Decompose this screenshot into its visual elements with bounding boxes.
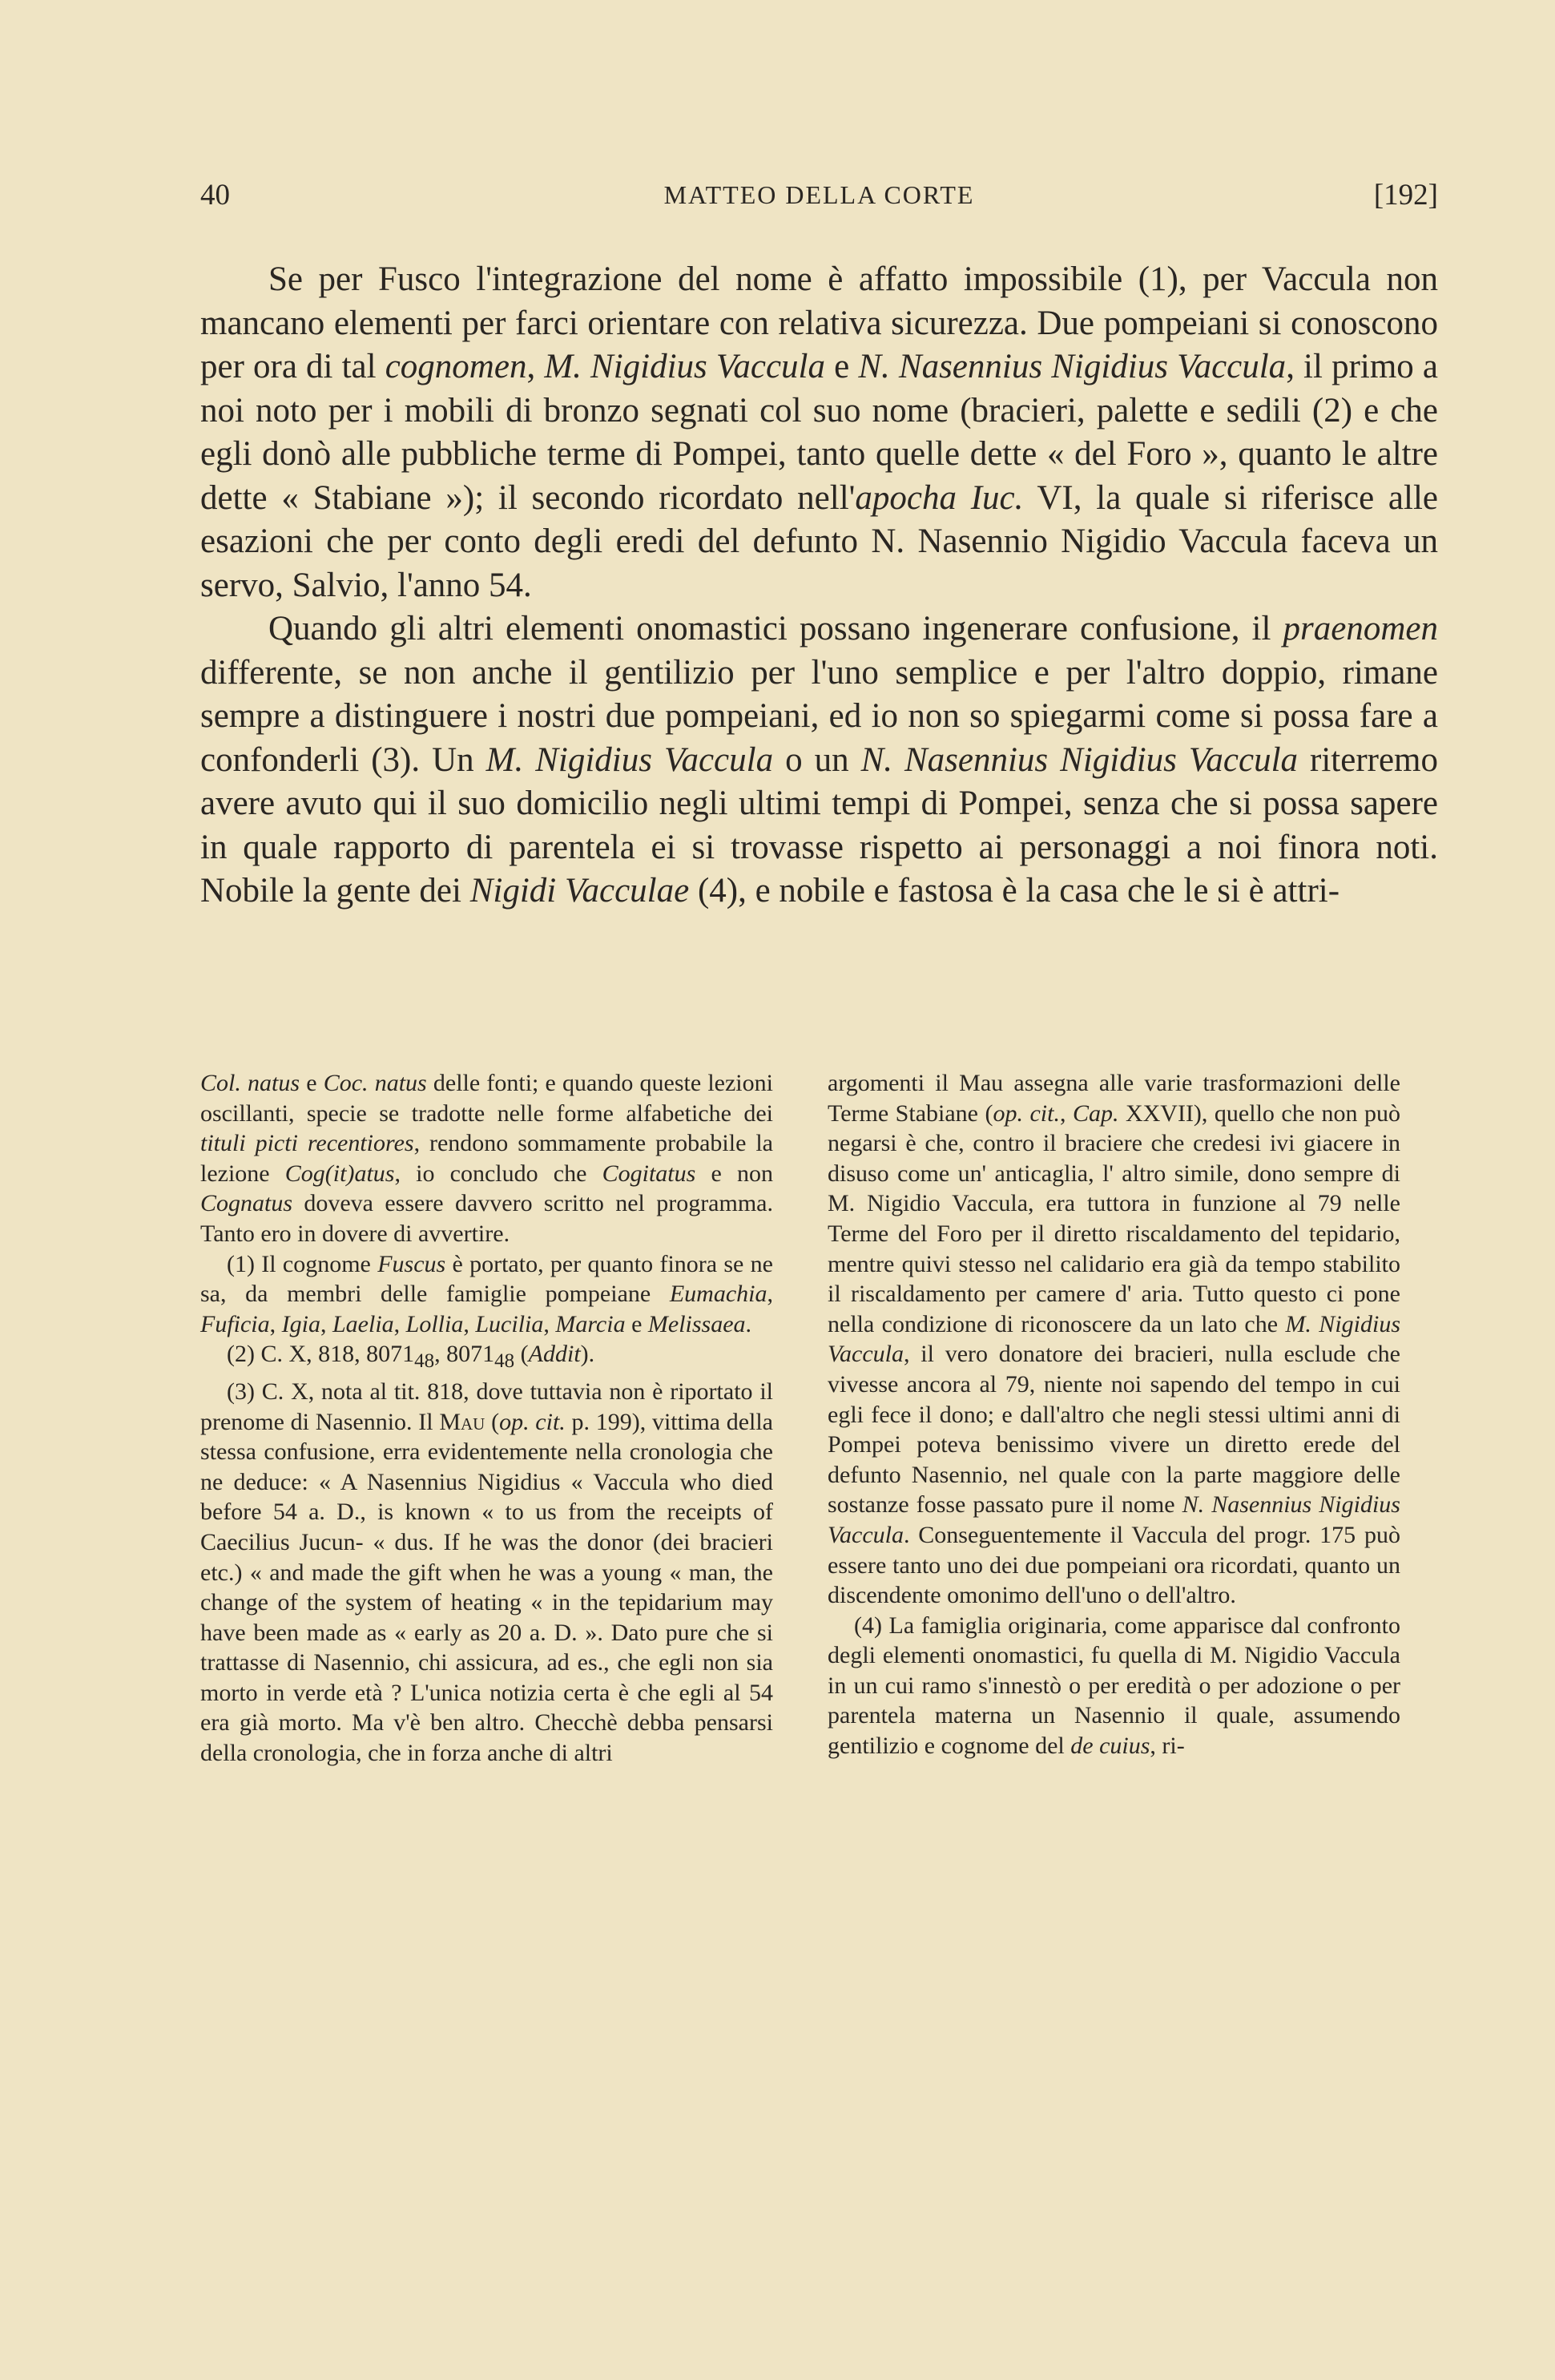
italic-run: cognomen [385,348,527,385]
italic-run: Lollia [405,1310,464,1337]
text-run: p. 199), vittima della stessa confusione, erra evidentemente nella cronologia che ne deduce: « A Nasennius Nigidius « Vaccula who died before 54 a. D., is known « to us from the receipts of Caecilius Jucun- « dus. If he was the donor (dei bracieri etc.) « and made the gift when he was a young « man, the change of the system of heating « in the tepidarium may have been made as « early as 20 a. D. ». Dato pure che si trattasse di Nasennio, chi assicura, ad es., che egli non sia morto in verde età ? L'unica notizia certa è che egli al 54 era già morto. Ma v'è ben altro. Checchè debba pensarsi della cronologia, che in forza anche di altri [200,1408,773,1767]
text-run: XXVII), quello che non può negarsi è che, contro il braciere che credesi ivi giacere in disuso come un' anticaglia, l' altro simile, dono sempre di M. Nigidio Vaccula, era tuttora in funzione al 79 nelle Terme del Foro per il diretto riscaldamento del tepidario, mentre quivi stesso nel calidario era già da tempo stabilito il riscaldamento per camere d' aria. Tutto questo ci pone nella condizione di riconoscere da un lato che [828,1099,1400,1337]
italic-run: Nigidi Vacculae [469,872,690,910]
italic-run: Marcia [555,1310,626,1337]
text-run: ). [580,1341,595,1368]
running-title: MATTEO DELLA CORTE [663,180,975,209]
paragraph-1 [200,258,1438,607]
italic-run: Laelia [332,1310,394,1337]
footnotes [200,1068,1438,2174]
main-text [200,258,1438,914]
text-run: , [463,1310,476,1337]
italic-run: N. Nasennius Nigidius Vaccula [828,1491,1400,1548]
text-run: e [625,1310,648,1337]
subscript: 48 [414,1350,435,1373]
text-run: (4) La famiglia originaria, come apparisce dal confronto degli elementi onomastici, fu quella di M. Nigidio Vaccula in un cui ramo s'innestò o per eredità o per adozione o per parentela materna un Nasennio il quale, assumendo gentilizio e cognome del [828,1612,1400,1760]
paragraph-2 [200,607,1438,914]
text-run: ( [514,1341,529,1368]
italic-run: N. Nasennius Nigidius Vaccula [858,348,1287,385]
italic-run: M. Nigidius Vaccula [485,740,774,779]
text-run: doveva essere davvero scritto nel programma. Tanto ero in dovere di avvertire. [200,1190,773,1247]
text-run: , [526,348,545,385]
text-run: , il vero donatore dei bracieri, nulla esclude che vivesse ancora al 79, niente noi sapendo del tempo in cui egli fece il dono; e dall'altro che negli stessi ultimi anni di Pompei poteva benissimo vivere un diretto erede del defunto Nasennio, nel quale con la parte maggiore delle sostanze fosse passato pure il nome [828,1341,1400,1519]
text-run: . Conseguentemente il Vaccula del progr. 175 può essere tanto uno dei due pompeiani ora ricordati, quanto un discendente omonimo dell'uno o dell'altro. [828,1521,1400,1609]
text-run: , [393,1310,406,1337]
text-run: riterremo avere avuto qui il suo domicilio negli ultimi tempi di Pompei, senza che si possa sapere in quale rapporto di parentela ei si trovasse rispetto ai personaggi a noi finora noti. Nobile la gente dei [200,740,1438,910]
text-run: . [745,1310,752,1337]
italic-run: apocha Iuc. [855,478,1024,517]
italic-run: op. cit. [499,1408,566,1435]
text-run: è portato, per quanto finora se ne sa, da membri delle famiglie pompeiane [200,1250,773,1308]
italic-run: Col. natus [200,1070,300,1096]
footnote-column-right [828,1068,1400,1761]
italic-run: praenomen [1283,610,1438,647]
text-run: differente, se non anche il gentilizio per l'uno semplice e per l'altro doppio, rimane sempre a distinguere i nostri due pompeiani, ed io non so spiegarmi come si possa fare a confonderli (3). Un [200,653,1438,779]
footnote-continuation [200,1068,773,1249]
text-run: delle fonti; e quando queste lezioni oscillanti, specie se tradotte nelle forme alfabetiche dei [200,1070,773,1127]
subscript: 48 [494,1350,515,1373]
footnote-3 [200,1377,773,1769]
text-run: , [1059,1099,1073,1127]
text-run: , 8071 [434,1341,495,1368]
italic-run: Lucilia [475,1310,544,1337]
italic-run: de cuius [1070,1733,1150,1760]
italic-run: Cogitatus [602,1160,696,1187]
text-run: (4), e nobile e fastosa è la casa che le si è attri- [689,872,1340,910]
text-run: ( [485,1408,500,1435]
text-run: , il primo a noi noto per i mobili di bronzo segnati col suo nome (bracieri, palette e sedili (2) e che egli donò alle pubbliche terme di Pompei, tanto quelle dette « del Foro », quanto le altre dette « Stabiane »); il secondo ricordato nell' [200,348,1438,517]
bracket-ref: [192] [1373,179,1438,212]
text-run: e [825,348,859,385]
text-run: (1) Il cognome [227,1250,378,1277]
text-run: Se per Fusco l'integrazione del nome è affatto impossibile (1), per Vaccula non mancano elementi per farci orientare con relativa sicurezza. Due pompeiani si conoscono per ora di tal [200,260,1438,385]
text-run: e non [695,1160,773,1187]
footnote-2 [200,1339,773,1377]
italic-run: Melissaea [647,1310,746,1337]
italic-run: N. Nasennius Nigidius Vaccula [860,740,1299,779]
text-run: e [300,1070,324,1096]
text-run: , io concludo che [394,1160,602,1187]
text-run: , [320,1310,332,1337]
italic-run: M. Nigidius Vaccula [828,1310,1400,1368]
italic-run: Igia [281,1310,320,1337]
text-run: o un [773,740,861,779]
italic-run: M. Nigidius Vaccula [544,348,826,385]
text-run: argomenti il Mau assegna alle varie trasformazioni delle Terme Stabiane ( [828,1070,1400,1127]
page-number: 40 [200,179,230,212]
footnote-4 [828,1611,1400,1761]
text-run: , rendono sommamente probabile la lezione [200,1130,773,1187]
italic-run: Coc. natus [323,1070,427,1096]
italic-run: tituli picti recentiores [200,1130,414,1157]
text-run: VI, la quale si riferisce alle esazioni che per conto degli eredi del defunto N. Nasennio Nigidio Vaccula faceva un servo, Salvio, l'anno 54. [200,478,1438,604]
italic-run: Fuscus [377,1250,446,1277]
text-run: (2) C. X, 818, 8071 [227,1341,415,1368]
italic-run: op. cit. [993,1099,1060,1127]
italic-run: Eumachia [669,1281,767,1308]
running-header [200,178,1438,218]
italic-run: Cap. [1072,1099,1119,1127]
italic-run: Cognatus [200,1190,293,1217]
text-run: , [269,1310,282,1337]
italic-run: Cog(it)atus [284,1160,395,1187]
italic-run: Addit [528,1341,581,1368]
text-run: , ri- [1150,1733,1185,1760]
footnote-column-left [200,1068,773,1769]
text-run: Quando gli altri elementi onomastici possano ingenerare confusione, il [268,610,1283,647]
footnote-continuation [828,1068,1400,1611]
text-run: , [767,1281,773,1308]
text-run: (3) C. X, nota al tit. 818, dove tuttavia non è riportato il prenome di Nasennio. Il [200,1378,773,1435]
text-run: , [543,1310,556,1337]
italic-run: Fuficia [200,1310,270,1337]
small-caps-run: Mau [439,1408,485,1435]
footnote-1 [200,1249,773,1340]
